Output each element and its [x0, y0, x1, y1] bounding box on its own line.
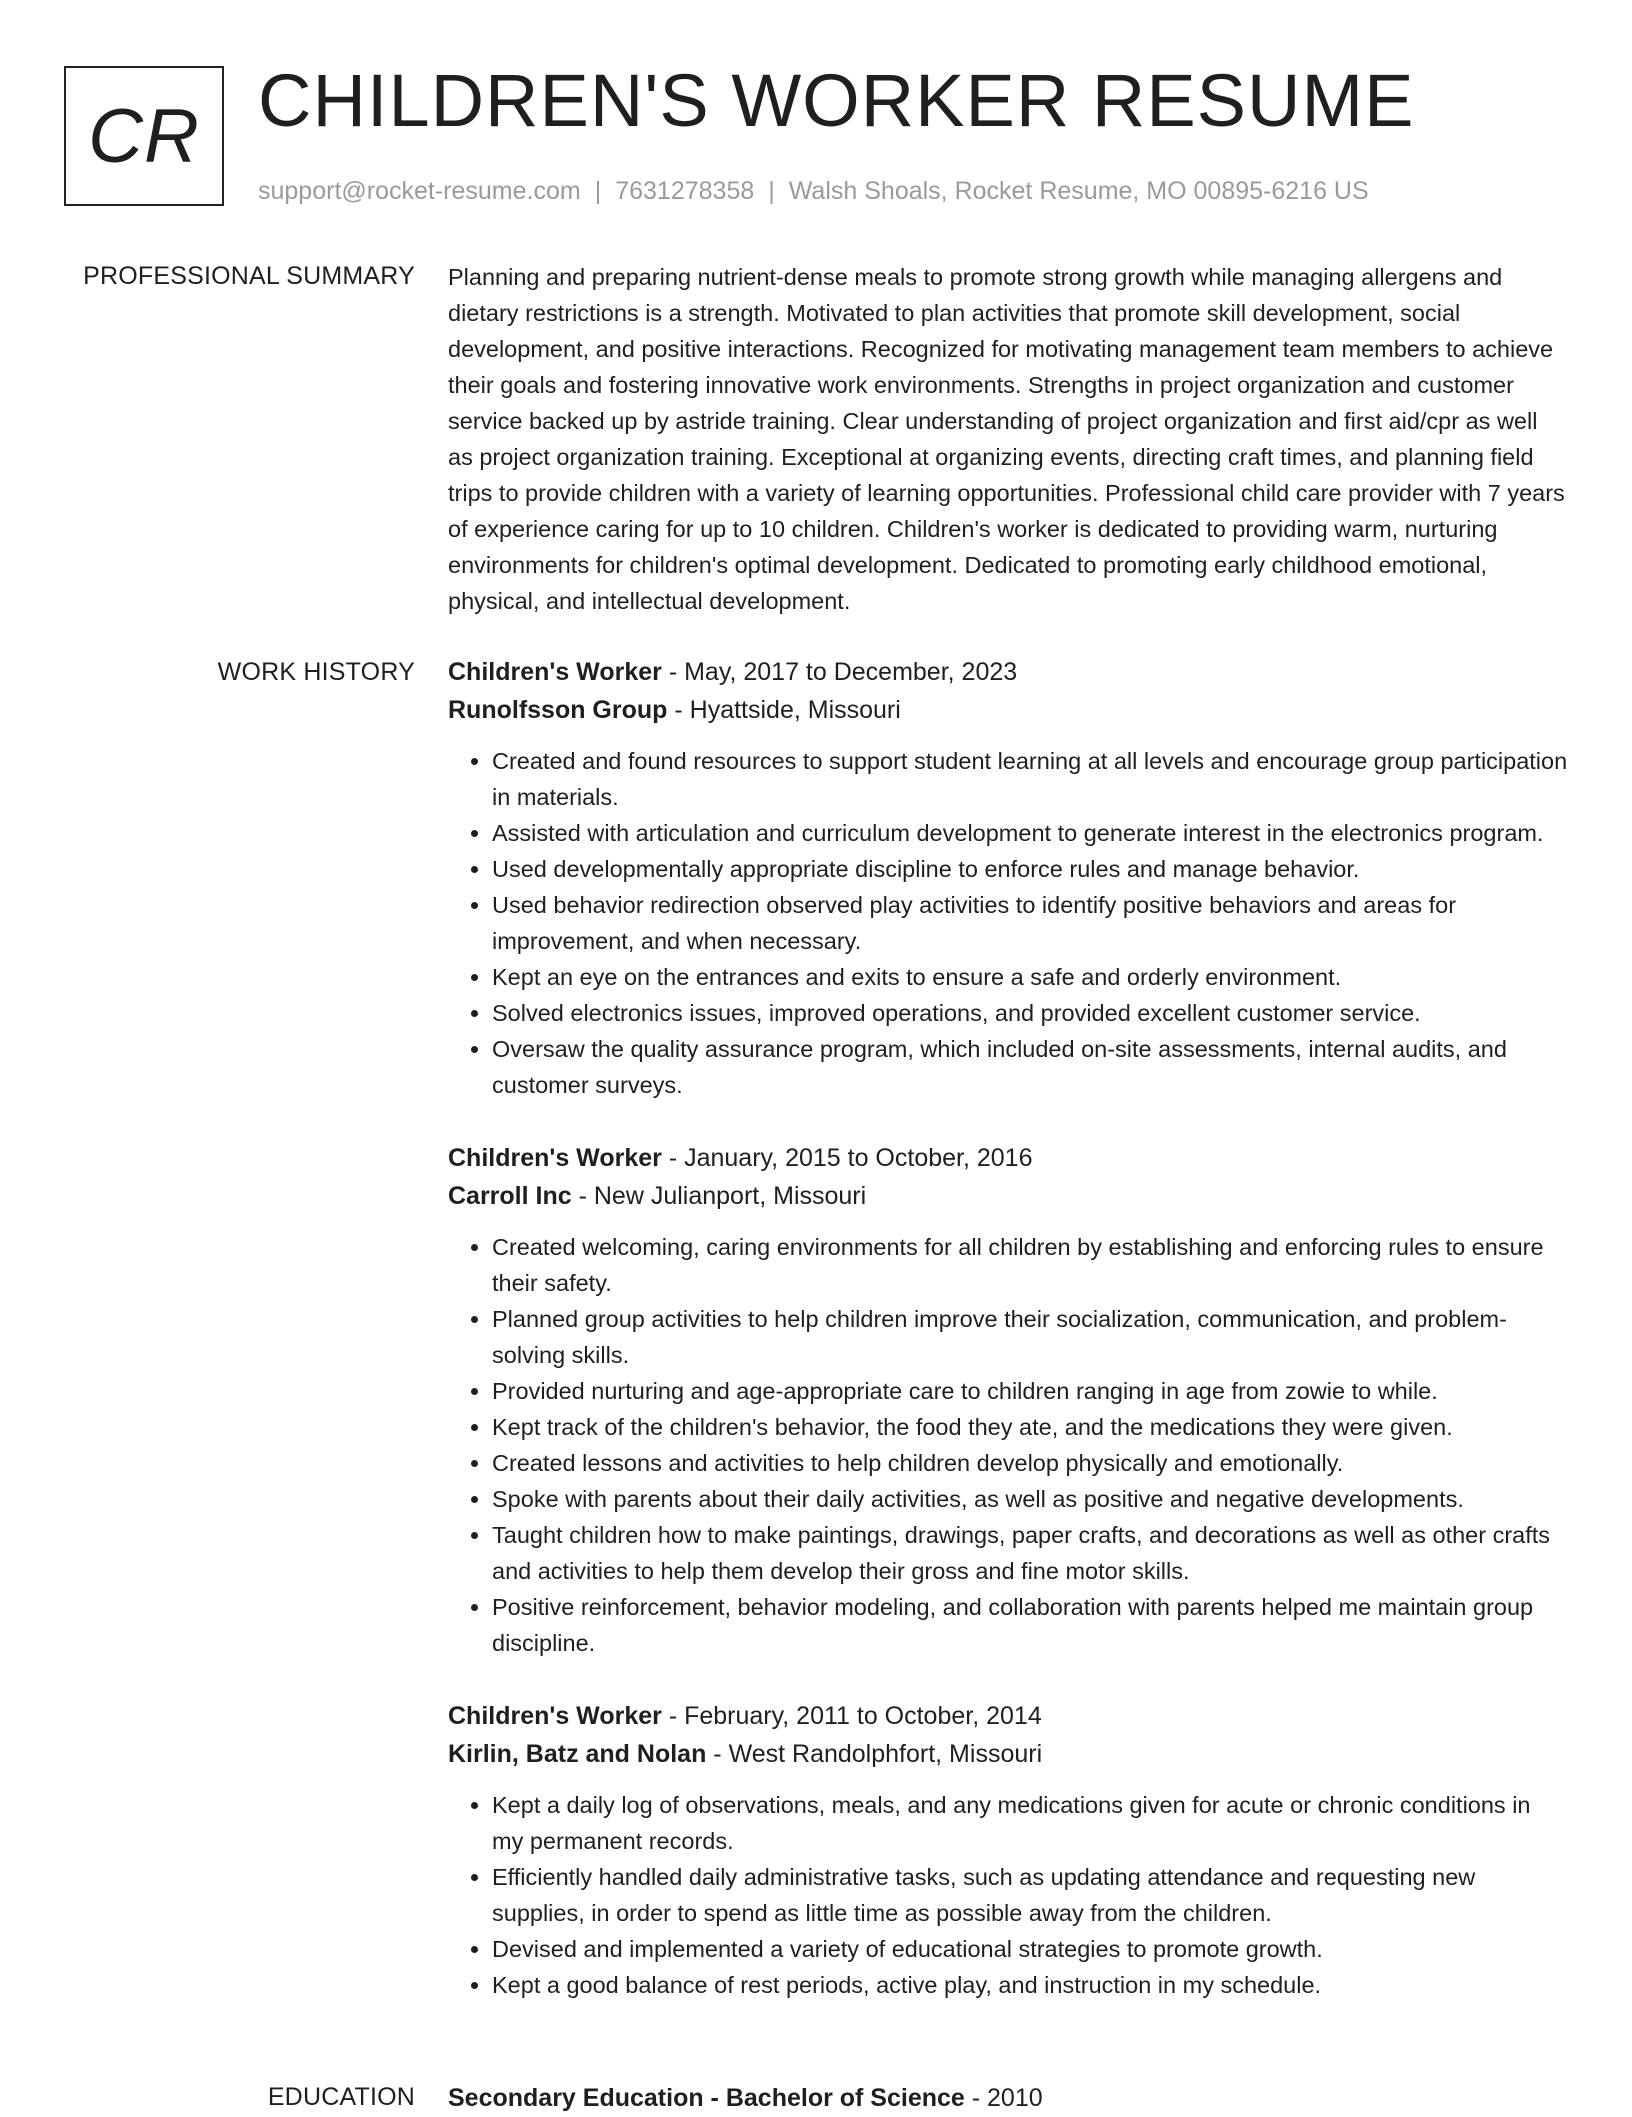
job-bullet: • Kept a daily log of observations, meals, and any medications given for acute or chronic conditions in my permanent records. [492, 1787, 1568, 1859]
job-bullet: • Oversaw the quality assurance program, which included on-site assessments, internal audits, and customer surveys. [492, 1031, 1568, 1103]
job-bullet: • Solved electronics issues, improved operations, and provided excellent customer service. [492, 995, 1568, 1031]
job-bullet-list [448, 1787, 1568, 2003]
job-title: Children's Worker [448, 1702, 662, 1730]
job-bullet: • Used developmentally appropriate discipline to enforce rules and manage behavior. [492, 851, 1568, 887]
contact-email: support@rocket-resume.com [258, 177, 581, 205]
job-bullet: • Spoke with parents about their daily activities, as well as positive and negative developments. [492, 1481, 1568, 1517]
job-bullet: • Assisted with articulation and curriculum development to generate interest in the electronics program. [492, 815, 1568, 851]
education-section [448, 2079, 1568, 2117]
job-bullet: • Kept track of the children's behavior, the food they ate, and the medications they were given. [492, 1409, 1568, 1445]
job-company: Kirlin, Batz and Nolan [448, 1740, 707, 1768]
job-company: Runolfsson Group [448, 696, 668, 724]
job-company: Carroll Inc [448, 1182, 572, 1210]
contact-separator: | [768, 177, 775, 205]
job-bullet: • Used behavior redirection observed play activities to identify positive behaviors and areas for improvement, and when necessary. [492, 887, 1568, 959]
job-bullet: • Planned group activities to help children improve their socialization, communication, and problem-solving skills. [492, 1301, 1568, 1373]
contact-separator: | [594, 177, 602, 205]
job-title: Children's Worker [448, 658, 662, 686]
section-label-summary: PROFESSIONAL SUMMARY [83, 262, 415, 290]
summary-text: Planning and preparing nutrient-dense meals to promote strong growth while managing allergens and dietary restrictions is a strength. Motivated to plan activities that promote skill development, social development, and positive interactions. Recognized for motivating management team members to achieve their goals and fostering innovative work environments. Strengths in project organization and customer service backed up by astride training. Clear understanding of project organization and first aid/cpr as well as project organization training. Exceptional at organizing events, directing craft times, and planning field trips to provide children with a variety of learning opportunities. Professional child care provider with 7 years of experience caring for up to 10 children. Children's worker is dedicated to providing warm, nurturing environments for children's optimal development. Dedicated to promoting early childhood emotional, physical, and intellectual development. [448, 264, 1565, 614]
monogram-text: CR [88, 93, 200, 179]
job-bullet: • Created lessons and activities to help children develop physically and emotionally. [492, 1445, 1568, 1481]
job-company-line [448, 1735, 1568, 1773]
job-bullet: • Positive reinforcement, behavior modeling, and collaboration with parents helped me maintain group discipline. [492, 1589, 1568, 1661]
job-bullet-list [448, 743, 1568, 1103]
contact-line [258, 174, 1369, 208]
job-title-line [448, 1697, 1568, 1735]
job-entry [448, 653, 1568, 1103]
job-bullet: • Provided nurturing and age-appropriate care to children ranging in age from zowie to while. [492, 1373, 1568, 1409]
education-year: - 2010 [964, 2084, 1043, 2112]
summary-section [448, 259, 1568, 619]
job-bullet-list [448, 1229, 1568, 1661]
job-bullet: • Devised and implemented a variety of educational strategies to promote growth. [492, 1931, 1568, 1967]
job-dates: - February, 2011 to October, 2014 [661, 1702, 1042, 1730]
work-history-section [448, 653, 1568, 2039]
job-bullet: • Kept an eye on the entrances and exits to ensure a safe and orderly environment. [492, 959, 1568, 995]
education-entry [448, 2079, 1568, 2117]
job-dates: - January, 2015 to October, 2016 [661, 1144, 1033, 1172]
section-label-work-history: WORK HISTORY [217, 658, 415, 686]
job-bullet: • Taught children how to make paintings, drawings, paper crafts, and decorations as well as other crafts and activities to help them develop their gross and fine motor skills. [492, 1517, 1568, 1589]
monogram-logo [64, 66, 224, 206]
contact-phone: 7631278358 [615, 177, 755, 205]
job-bullet: • Kept a good balance of rest periods, active play, and instruction in my schedule. [492, 1967, 1568, 2003]
job-dates: - May, 2017 to December, 2023 [661, 658, 1018, 686]
job-company-line [448, 691, 1568, 729]
job-bullet: • Efficiently handled daily administrative tasks, such as updating attendance and requesting new supplies, in order to spend as little time as possible away from the children. [492, 1859, 1568, 1931]
job-location: - West Randolphfort, Missouri [706, 1740, 1043, 1768]
job-title-line [448, 1139, 1568, 1177]
job-company-line [448, 1177, 1568, 1215]
job-title: Children's Worker [448, 1144, 662, 1172]
job-bullet: • Created welcoming, caring environments for all children by establishing and enforcing rules to ensure their safety. [492, 1229, 1568, 1301]
job-entry [448, 1697, 1568, 2003]
education-degree: Secondary Education - Bachelor of Science [448, 2084, 965, 2112]
job-bullet: • Created and found resources to support student learning at all levels and encourage group participation in materials. [492, 743, 1568, 815]
resume-title: CHILDREN'S WORKER RESUME [258, 59, 1415, 142]
job-location: - Hyattside, Missouri [667, 696, 901, 724]
section-label-education: EDUCATION [267, 2083, 415, 2111]
job-location: - New Julianport, Missouri [571, 1182, 867, 1210]
job-title-line [448, 653, 1568, 691]
contact-address: Walsh Shoals, Rocket Resume, MO 00895-6216 US [788, 177, 1369, 205]
job-entry [448, 1139, 1568, 1661]
